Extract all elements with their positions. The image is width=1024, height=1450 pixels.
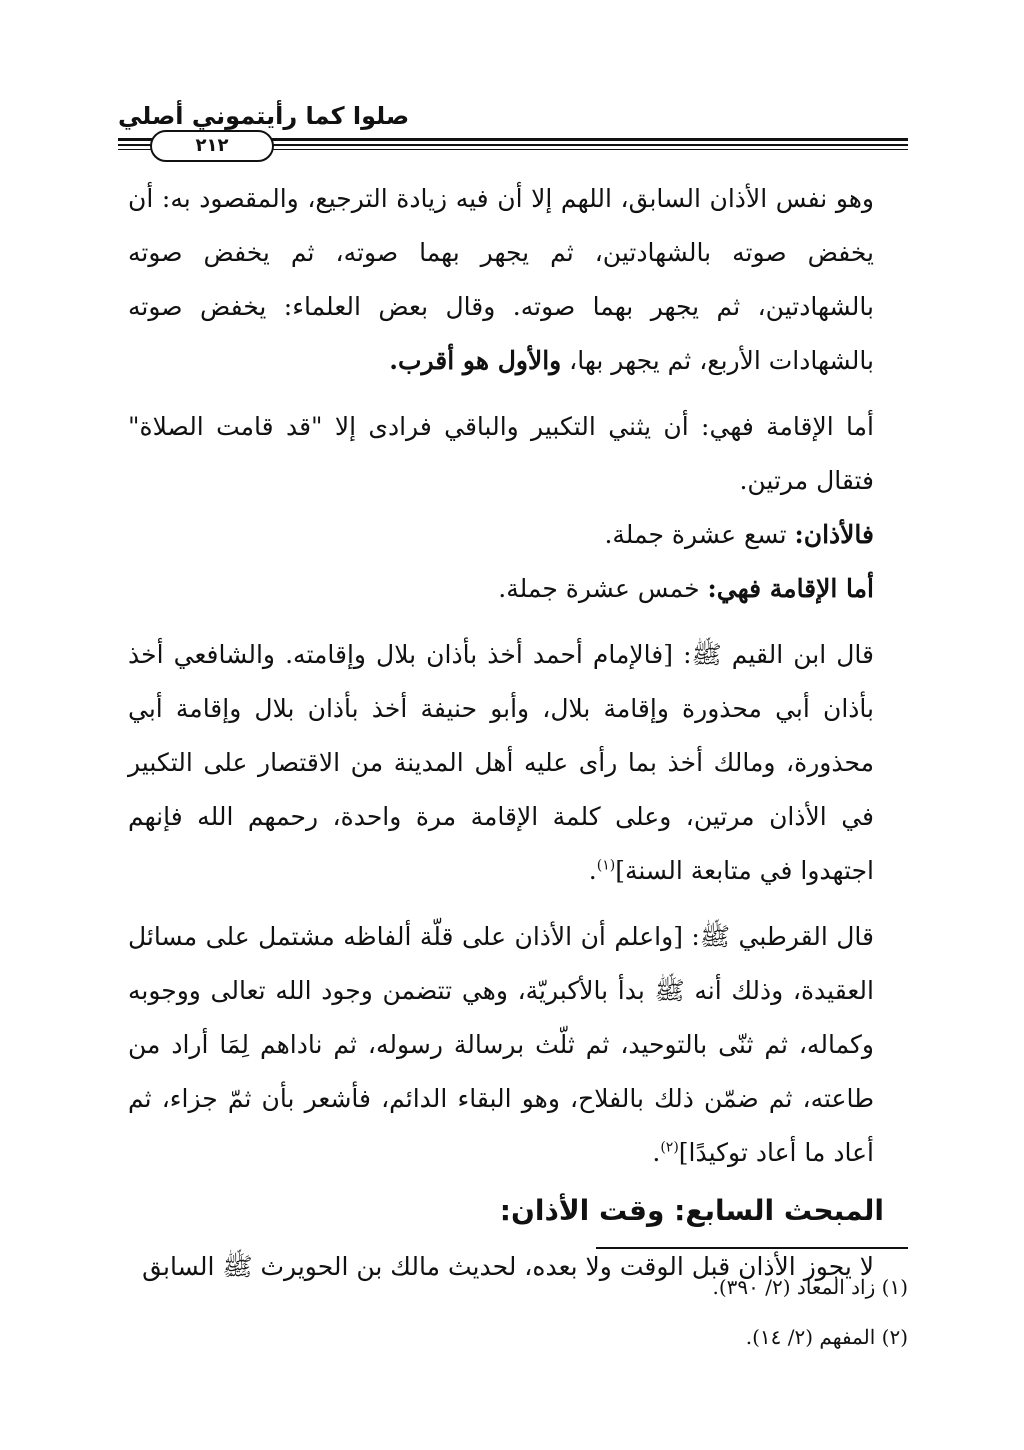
paragraph-text-bold: والأول هو أقرب. xyxy=(389,346,562,375)
punctuation: . xyxy=(652,1138,661,1167)
paragraph-lead: أما الإقامة فهي: xyxy=(707,574,874,603)
main-text xyxy=(128,172,908,1294)
paragraph-lead: فالأذان: xyxy=(794,520,874,549)
footnotes xyxy=(128,1262,908,1362)
section-heading: المبحث السابع: وقت الأذان: xyxy=(499,1194,884,1227)
paragraph xyxy=(128,562,908,616)
paragraph-text: تسع عشرة جملة. xyxy=(604,520,795,549)
paragraph: أما الإقامة فهي: أن يثني التكبير والباقي فرادى إلا "قد قامت الصلاة" فتقال مرتين. xyxy=(128,412,874,495)
running-title: صلوا كما رأيتموني أصلي xyxy=(118,102,410,130)
quote-text: قال ابن القيم ﷺ: [فالإمام أحمد أخذ بأذان بلال وإقامته. والشافعي أخذ بأذان أبي محذورة وإقامة بلال، وأبو حنيفة أخذ بأذان بلال وإقامة أبي محذورة، ومالك أخذ بما رأى عليه أهل المدينة من الاقتصار على التكبير في الأذان مرتين، وعلى كلمة الإقامة مرة واحدة، رحمهم الله فإنهم اجتهدوا في متابعة السنة] xyxy=(128,640,874,885)
paragraph xyxy=(128,172,908,388)
page-number: ٢١٢ xyxy=(150,130,274,162)
paragraph xyxy=(128,910,908,1180)
punctuation: . xyxy=(588,856,597,885)
footnote: (٢) المفهم (٢/ ١٤). xyxy=(745,1325,908,1349)
paragraph xyxy=(128,628,908,898)
footnote-separator xyxy=(596,1247,908,1249)
footnote-ref: (١) xyxy=(596,857,616,874)
footnote: (١) زاد المعاد (٢/ ٣٩٠). xyxy=(712,1275,908,1299)
quote-text: قال القرطبي ﷺ: [واعلم أن الأذان على قلّة ألفاظه مشتمل على مسائل العقيدة، وذلك أنه ﷺ بدأ بالأكبريّة، وهي تتضمن وجود الله تعالى ووجوبه وكماله، ثم ثنّى بالتوحيد، ثم ثلّث برسالة رسوله، ثم ناداهم لِمَا أراد من طاعته، ثم ضمّن ذلك بالفلاح، وهو البقاء الدائم، فأشعر بأن ثمّ جزاء، ثم أعاد ما أعاد توكيدًا] xyxy=(128,922,874,1167)
paragraph: لا يجوز الأذان قبل الوقت ولا بعده، لحديث مالك بن الحويرث ﷺ السابق xyxy=(142,1252,874,1281)
page-header xyxy=(118,96,908,160)
paragraph xyxy=(128,508,908,562)
paragraph-text: خمس عشرة جملة. xyxy=(498,574,708,603)
footnote-ref: (٢) xyxy=(660,1139,679,1156)
paragraph-text: وهو نفس الأذان السابق، اللهم إلا أن فيه زيادة الترجيع، والمقصود به: أن يخفض صوته بالشهادتين، ثم يجهر بهما صوته، ثم يخفض صوته بالشهادتين، ثم يجهر بهما صوته. وقال بعض العلماء: يخفض صوته بالشهادات الأربع، ثم يجهر بها، xyxy=(128,184,874,375)
